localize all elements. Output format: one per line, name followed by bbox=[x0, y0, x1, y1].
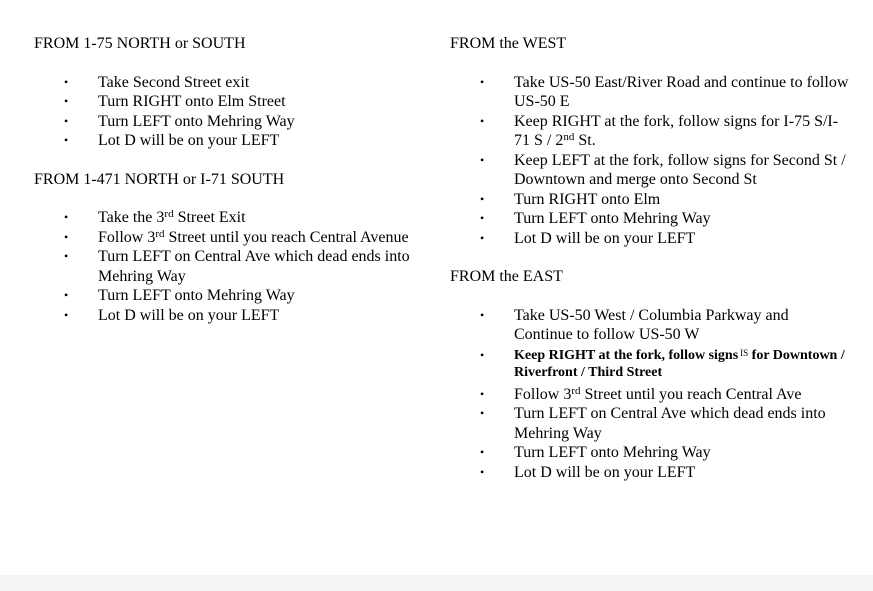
step-item: • Lot D will be on your LEFT bbox=[64, 306, 280, 324]
step-item: • Turn LEFT on Central Ave which dead ends into Mehring Way bbox=[64, 248, 410, 285]
steps-from-west bbox=[450, 73, 850, 249]
step-item: • Keep RIGHT at the fork, follow signs $^{IS}$ for Downtown / Riverfront / Third Street bbox=[480, 347, 845, 380]
bullet-icon: • bbox=[480, 113, 485, 128]
step-item: • Turn LEFT onto Mehring Way bbox=[480, 210, 711, 227]
bullet-icon: • bbox=[480, 406, 485, 420]
bottom-strip bbox=[0, 575, 873, 591]
bullet-icon: • bbox=[480, 230, 485, 245]
heading-from-west: FROM the WEST bbox=[450, 35, 567, 52]
step-item: • Follow 3rd Street until you reach Central Avenue bbox=[64, 227, 409, 246]
step-item: • Take US-50 East/River Road and continue to follow US-50 E bbox=[480, 73, 849, 110]
steps-from-i471 bbox=[34, 208, 434, 325]
bullet-icon: • bbox=[480, 152, 485, 167]
step-item: • Turn LEFT on Central Ave which dead ends into Mehring Way bbox=[480, 405, 826, 442]
heading-from-east: FROM the EAST bbox=[450, 268, 563, 285]
bullet-icon: • bbox=[64, 288, 69, 302]
step-item: • Keep LEFT at the fork, follow signs for Second St / Downtown and merge onto Second St bbox=[480, 151, 846, 188]
step-item: • Take the 3rd Street Exit bbox=[64, 208, 246, 226]
steps-from-east bbox=[450, 306, 850, 483]
step-item: • Lot D will be on your LEFT bbox=[480, 463, 696, 481]
step-item: • Turn LEFT onto Mehring Way bbox=[64, 287, 295, 304]
bullet-icon: • bbox=[480, 191, 485, 206]
bullet-icon: • bbox=[480, 386, 485, 401]
bullet-icon: • bbox=[64, 133, 69, 147]
bullet-icon: • bbox=[64, 210, 69, 224]
step-item: • Turn LEFT onto Mehring Way bbox=[480, 444, 711, 461]
step-item: • Take Second Street exit bbox=[64, 73, 250, 91]
bullet-icon: • bbox=[480, 464, 485, 479]
bullet-icon: • bbox=[64, 229, 69, 244]
bullet-icon: • bbox=[480, 211, 485, 225]
right-column bbox=[450, 34, 850, 482]
bullet-icon: • bbox=[64, 113, 69, 128]
bullet-icon: • bbox=[480, 445, 485, 459]
step-item: • Keep RIGHT at the fork, follow signs for I-75 S/I-71 S / 2nd St. bbox=[480, 112, 839, 149]
step-item: • Turn RIGHT onto Elm bbox=[480, 190, 661, 208]
heading-from-i471: FROM 1-471 NORTH or I-71 SOUTH bbox=[34, 170, 285, 188]
left-column bbox=[34, 34, 434, 344]
bullet-icon: • bbox=[64, 94, 69, 108]
bullet-icon: • bbox=[64, 249, 69, 263]
steps-from-i75 bbox=[34, 73, 434, 151]
bullet-icon: • bbox=[480, 347, 485, 362]
bullet-icon: • bbox=[64, 307, 69, 322]
step-item: • Turn RIGHT onto Elm Street bbox=[64, 93, 286, 110]
step-item: • Take US-50 West / Columbia Parkway and Continue to follow US-50 W bbox=[480, 306, 789, 343]
step-item: • Follow 3rd Street until you reach Central Ave bbox=[480, 384, 802, 403]
bullet-icon: • bbox=[480, 74, 485, 89]
step-item: • Lot D will be on your LEFT bbox=[64, 132, 280, 149]
heading-from-i75: FROM 1-75 NORTH or SOUTH bbox=[34, 35, 246, 52]
step-item: • Lot D will be on your LEFT bbox=[480, 229, 696, 247]
step-item: • Turn LEFT onto Mehring Way bbox=[64, 112, 295, 130]
bullet-icon: • bbox=[64, 74, 69, 89]
bullet-icon: • bbox=[480, 307, 485, 322]
